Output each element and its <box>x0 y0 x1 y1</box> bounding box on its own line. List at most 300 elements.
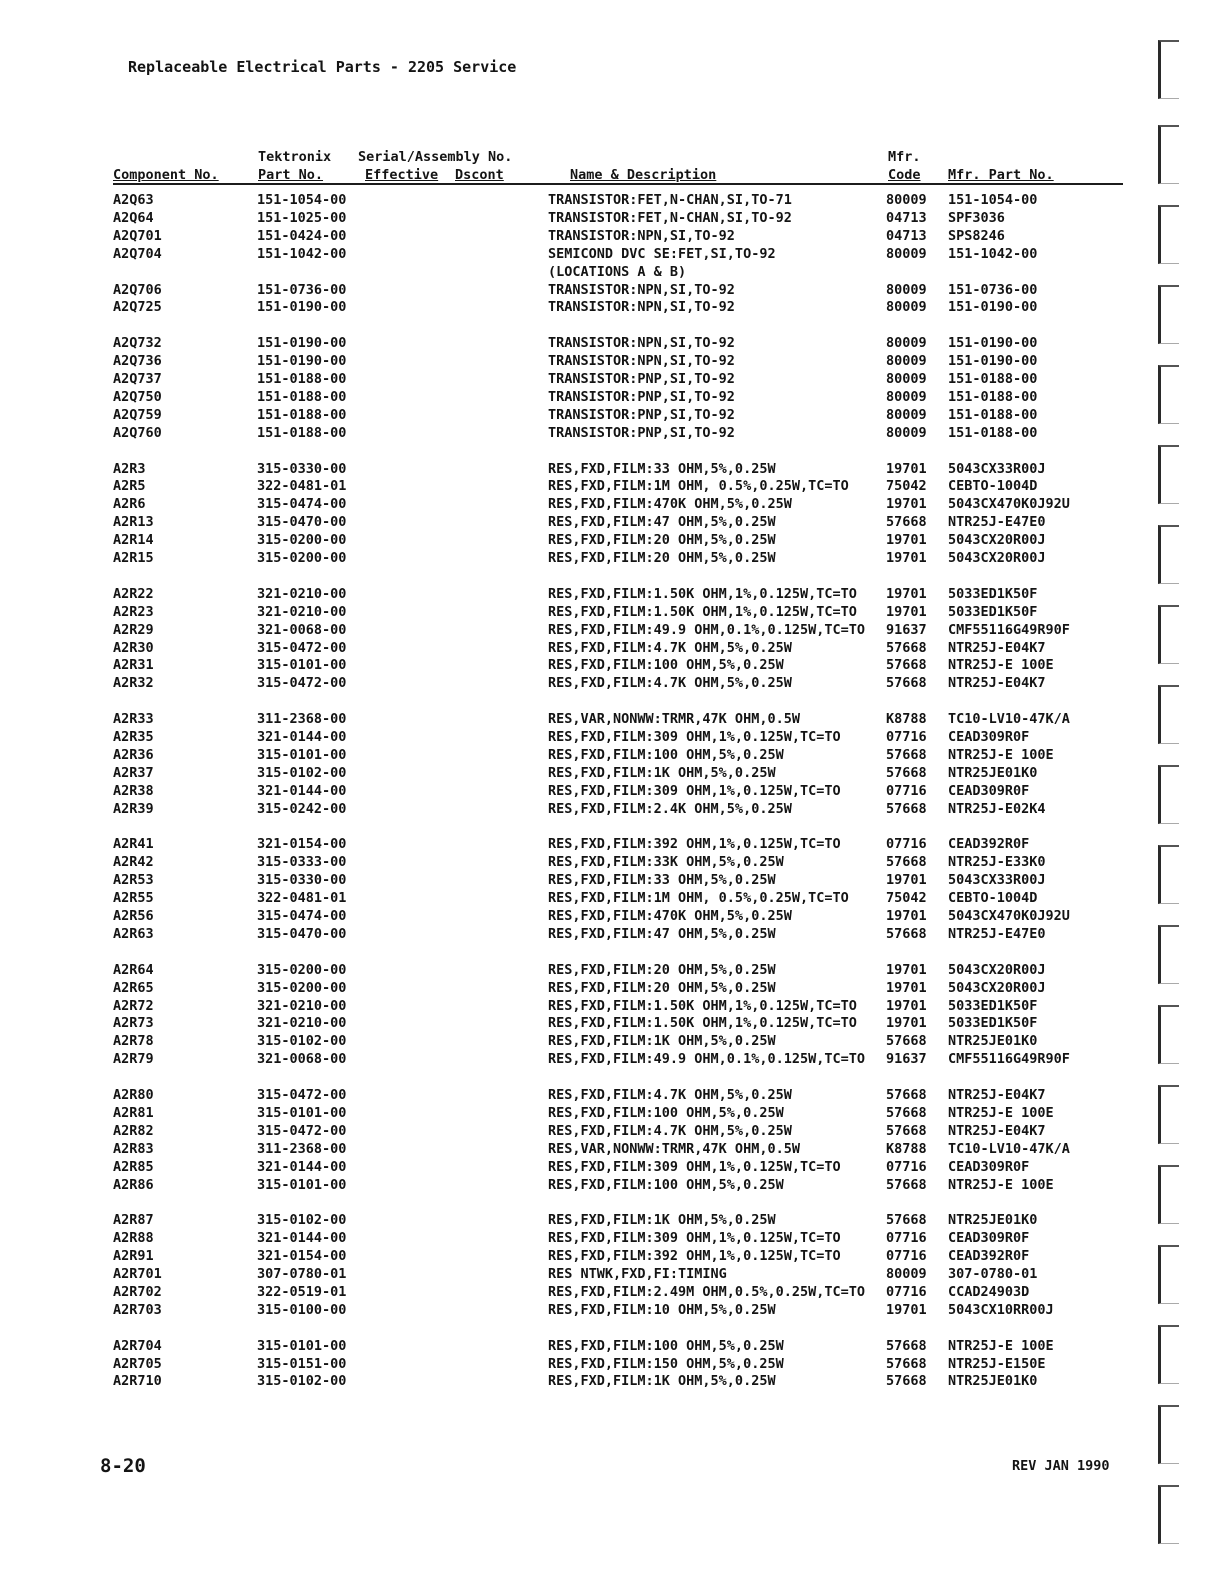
mfr-part-no-cell: 5043CX10RR00J <box>948 1301 1054 1318</box>
mfr-code-cell: 57668 <box>886 746 927 763</box>
component-no-cell: A2R35 <box>113 729 154 745</box>
component-no-cell: A2Q750 <box>113 388 162 405</box>
mfr-code-cell: 04713 <box>886 209 927 226</box>
mfr-part-no-cell: 5043CX20R00J <box>948 979 1046 996</box>
description-cell: RES,FXD,FILM:100 OHM,5%,0.25W <box>548 1337 784 1354</box>
mfr-part-no-cell: NTR25J-E 100E <box>948 1104 1054 1121</box>
mfr-part-no-cell: NTR25JE01K0 <box>948 764 1038 781</box>
description-cell: RES,FXD,FILM:20 OHM,5%,0.25W <box>548 532 776 549</box>
component-no-cell: A2R702 <box>113 1283 162 1300</box>
mfr-code-cell: 57668 <box>886 764 927 781</box>
component-no-cell: A2R15 <box>113 550 154 566</box>
mfr-code-cell: 07716 <box>886 1230 927 1247</box>
part-no-cell: 315-0472-00 <box>257 639 347 656</box>
description-cell: RES,FXD,FILM:33K OHM,5%,0.25W <box>548 854 784 871</box>
description-cell: RES,FXD,FILM:4.7K OHM,5%,0.25W <box>548 639 792 656</box>
mfr-code-cell: 57668 <box>886 1104 927 1121</box>
part-no-cell: 321-0210-00 <box>257 585 347 602</box>
mfr-part-no-cell: 151-0188-00 <box>948 388 1038 405</box>
description-cell: RES,FXD,FILM:10 OHM,5%,0.25W <box>548 1301 776 1318</box>
description-cell: RES,FXD,FILM:100 OHM,5%,0.25W <box>548 657 784 674</box>
component-no-cell: A2Q732 <box>113 335 162 352</box>
mfr-code-cell: K8788 <box>886 1140 927 1157</box>
description-cell: RES,FXD,FILM:47 OHM,5%,0.25W <box>548 925 776 942</box>
mfr-code-cell: 07716 <box>886 782 927 799</box>
binding-mark <box>1158 205 1179 264</box>
component-no-cell: A2R72 <box>113 997 154 1014</box>
mfr-code-cell: 04713 <box>886 227 927 244</box>
part-no-cell: 315-0472-00 <box>257 1087 347 1103</box>
col-mfr: Mfr. <box>888 149 921 165</box>
description-cell: RES,FXD,FILM:1K OHM,5%,0.25W <box>548 1033 776 1050</box>
mfr-code-cell: 80009 <box>886 335 927 352</box>
component-no-cell: A2R23 <box>113 603 154 620</box>
part-no-cell: 322-0481-01 <box>257 478 347 495</box>
mfr-part-no-cell: NTR25J-E150E <box>948 1355 1046 1372</box>
component-no-cell: A2R41 <box>113 836 154 853</box>
component-no-cell: A2R703 <box>113 1301 162 1318</box>
mfr-part-no-cell: CEAD392R0F <box>948 1248 1030 1265</box>
component-no-cell: A2R13 <box>113 514 154 531</box>
mfr-part-no-cell: SPS8246 <box>948 227 1005 244</box>
binding-mark <box>1158 525 1179 584</box>
mfr-part-no-cell: CEBTO-1004D <box>948 478 1038 495</box>
mfr-code-cell: 07716 <box>886 729 927 745</box>
part-no-cell: 315-0200-00 <box>257 979 347 996</box>
part-no-cell: 151-0190-00 <box>257 299 347 316</box>
mfr-part-no-cell: NTR25J-E47E0 <box>948 925 1046 942</box>
mfr-code-cell: 57668 <box>886 800 927 817</box>
part-no-cell: 321-0154-00 <box>257 836 347 853</box>
mfr-code-cell: 80009 <box>886 192 927 208</box>
mfr-code-cell: 80009 <box>886 281 927 298</box>
component-no-cell: A2R80 <box>113 1087 154 1103</box>
mfr-part-no-cell: 307-0780-01 <box>948 1266 1038 1282</box>
part-no-cell: 315-0151-00 <box>257 1355 347 1372</box>
part-no-cell: 321-0068-00 <box>257 621 347 638</box>
description-cell: RES,FXD,FILM:309 OHM,1%,0.125W,TC=TO <box>548 1158 841 1175</box>
part-no-cell: 151-0188-00 <box>257 406 347 423</box>
binding-mark <box>1158 125 1179 184</box>
mfr-code-cell: 57668 <box>886 1176 927 1193</box>
description-cell: RES,FXD,FILM:2.49M OHM,0.5%,0.25W,TC=TO <box>548 1283 865 1300</box>
mfr-part-no-cell: NTR25J-E04K7 <box>948 1087 1046 1103</box>
mfr-code-cell: 19701 <box>886 997 927 1014</box>
part-no-cell: 321-0068-00 <box>257 1051 347 1068</box>
mfr-part-no-cell: 5043CX470K0J92U <box>948 496 1070 513</box>
mfr-part-no-cell: 5033ED1K50F <box>948 585 1038 602</box>
description-cell: TRANSISTOR:NPN,SI,TO-92 <box>548 227 735 244</box>
part-no-cell: 321-0144-00 <box>257 782 347 799</box>
description-cell: RES,FXD,FILM:20 OHM,5%,0.25W <box>548 961 776 978</box>
mfr-part-no-cell: NTR25J-E 100E <box>948 746 1054 763</box>
binding-mark <box>1158 445 1179 504</box>
component-no-cell: A2Q725 <box>113 299 162 316</box>
component-no-cell: A2R63 <box>113 925 154 942</box>
part-no-cell: 315-0101-00 <box>257 1337 347 1354</box>
part-no-cell: 151-0736-00 <box>257 281 347 298</box>
mfr-code-cell: 57668 <box>886 1212 927 1229</box>
mfr-part-no-cell: NTR25JE01K0 <box>948 1373 1038 1390</box>
mfr-code-cell: 80009 <box>886 371 927 387</box>
col-serial-assembly: Serial/Assembly No. <box>358 149 513 165</box>
description-cell-continued: (LOCATIONS A & B) <box>548 263 687 280</box>
binding-mark <box>1158 285 1179 344</box>
description-cell: RES,VAR,NONWW:TRMR,47K OHM,0.5W <box>548 711 800 728</box>
component-no-cell: A2R79 <box>113 1051 154 1068</box>
part-no-cell: 315-0472-00 <box>257 675 347 692</box>
component-no-cell: A2R701 <box>113 1266 162 1282</box>
mfr-code-cell: 57668 <box>886 514 927 531</box>
col-tektronix: Tektronix <box>258 149 332 165</box>
mfr-code-cell: 57668 <box>886 1122 927 1139</box>
description-cell: RES,FXD,FILM:392 OHM,1%,0.125W,TC=TO <box>548 836 841 853</box>
description-cell: TRANSISTOR:FET,N-CHAN,SI,TO-71 <box>548 192 792 208</box>
revision-date: REV JAN 1990 <box>1012 1458 1110 1474</box>
description-cell: RES,FXD,FILM:309 OHM,1%,0.125W,TC=TO <box>548 782 841 799</box>
binding-mark <box>1158 365 1179 424</box>
component-no-cell: A2Q63 <box>113 192 154 208</box>
mfr-part-no-cell: CMF55116G49R90F <box>948 621 1070 638</box>
part-no-cell: 321-0144-00 <box>257 729 347 745</box>
mfr-code-cell: 19701 <box>886 603 927 620</box>
component-no-cell: A2Q701 <box>113 227 162 244</box>
component-no-cell: A2R22 <box>113 585 154 602</box>
page-number: 8-20 <box>100 1455 146 1477</box>
component-no-cell: A2Q760 <box>113 424 162 441</box>
component-no-cell: A2R705 <box>113 1355 162 1372</box>
description-cell: RES,FXD,FILM:49.9 OHM,0.1%,0.125W,TC=TO <box>548 1051 865 1068</box>
mfr-code-cell: 19701 <box>886 550 927 566</box>
mfr-part-no-cell: CMF55116G49R90F <box>948 1051 1070 1068</box>
description-cell: RES,FXD,FILM:100 OHM,5%,0.25W <box>548 1104 784 1121</box>
component-no-cell: A2R55 <box>113 890 154 907</box>
col-name-description: Name & Description <box>570 167 717 183</box>
component-no-cell: A2Q704 <box>113 245 162 262</box>
component-no-cell: A2R64 <box>113 961 154 978</box>
part-no-cell: 315-0102-00 <box>257 1033 347 1050</box>
component-no-cell: A2R31 <box>113 657 154 674</box>
mfr-part-no-cell: NTR25JE01K0 <box>948 1212 1038 1229</box>
mfr-code-cell: 80009 <box>886 424 927 441</box>
part-no-cell: 315-0333-00 <box>257 854 347 871</box>
component-no-cell: A2Q706 <box>113 281 162 298</box>
description-cell: TRANSISTOR:NPN,SI,TO-92 <box>548 281 735 298</box>
mfr-part-no-cell: CEBTO-1004D <box>948 890 1038 907</box>
part-no-cell: 321-0144-00 <box>257 1230 347 1247</box>
description-cell: RES,FXD,FILM:1K OHM,5%,0.25W <box>548 1212 776 1229</box>
mfr-code-cell: 57668 <box>886 1337 927 1354</box>
col-code: Code <box>888 167 921 183</box>
description-cell: RES,FXD,FILM:470K OHM,5%,0.25W <box>548 496 792 513</box>
binding-mark <box>1158 1485 1179 1544</box>
part-no-cell: 311-2368-00 <box>257 1140 347 1157</box>
part-no-cell: 315-0101-00 <box>257 1104 347 1121</box>
component-no-cell: A2R33 <box>113 711 154 728</box>
description-cell: RES,FXD,FILM:20 OHM,5%,0.25W <box>548 550 776 566</box>
description-cell: RES,FXD,FILM:470K OHM,5%,0.25W <box>548 908 792 924</box>
mfr-part-no-cell: 151-0188-00 <box>948 406 1038 423</box>
part-no-cell: 315-0101-00 <box>257 657 347 674</box>
binding-mark <box>1158 1085 1179 1144</box>
mfr-part-no-cell: NTR25J-E02K4 <box>948 800 1046 817</box>
part-no-cell: 315-0242-00 <box>257 800 347 817</box>
mfr-part-no-cell: CEAD309R0F <box>948 1158 1030 1175</box>
part-no-cell: 315-0102-00 <box>257 764 347 781</box>
mfr-code-cell: K8788 <box>886 711 927 728</box>
col-mfr-part-no: Mfr. Part No. <box>948 167 1054 183</box>
description-cell: RES,FXD,FILM:1K OHM,5%,0.25W <box>548 764 776 781</box>
part-no-cell: 315-0470-00 <box>257 514 347 531</box>
description-cell: RES,FXD,FILM:33 OHM,5%,0.25W <box>548 872 776 889</box>
description-cell: RES,FXD,FILM:309 OHM,1%,0.125W,TC=TO <box>548 1230 841 1247</box>
mfr-code-cell: 57668 <box>886 854 927 871</box>
mfr-part-no-cell: 5043CX20R00J <box>948 532 1046 549</box>
mfr-part-no-cell: TC10-LV10-47K/A <box>948 711 1070 728</box>
part-no-cell: 321-0210-00 <box>257 603 347 620</box>
mfr-part-no-cell: 5043CX33R00J <box>948 872 1046 889</box>
component-no-cell: A2R87 <box>113 1212 154 1229</box>
part-no-cell: 321-0210-00 <box>257 997 347 1014</box>
description-cell: RES,FXD,FILM:309 OHM,1%,0.125W,TC=TO <box>548 729 841 745</box>
mfr-part-no-cell: NTR25JE01K0 <box>948 1033 1038 1050</box>
mfr-code-cell: 19701 <box>886 460 927 477</box>
mfr-part-no-cell: NTR25J-E 100E <box>948 1176 1054 1193</box>
mfr-part-no-cell: NTR25J-E 100E <box>948 657 1054 674</box>
description-cell: RES,FXD,FILM:100 OHM,5%,0.25W <box>548 1176 784 1193</box>
part-no-cell: 315-0330-00 <box>257 872 347 889</box>
description-cell: RES,FXD,FILM:1K OHM,5%,0.25W <box>548 1373 776 1390</box>
component-no-cell: A2R56 <box>113 908 154 924</box>
component-no-cell: A2R5 <box>113 478 146 495</box>
mfr-code-cell: 19701 <box>886 1301 927 1318</box>
mfr-part-no-cell: 151-1054-00 <box>948 192 1038 208</box>
mfr-code-cell: 19701 <box>886 872 927 889</box>
binding-mark <box>1158 1325 1179 1384</box>
mfr-part-no-cell: 5033ED1K50F <box>948 997 1038 1014</box>
description-cell: RES NTWK,FXD,FI:TIMING <box>548 1266 727 1282</box>
description-cell: RES,FXD,FILM:4.7K OHM,5%,0.25W <box>548 675 792 692</box>
description-cell: RES,FXD,FILM:4.7K OHM,5%,0.25W <box>548 1087 792 1103</box>
component-no-cell: A2R29 <box>113 621 154 638</box>
mfr-part-no-cell: 5043CX20R00J <box>948 550 1046 566</box>
mfr-code-cell: 80009 <box>886 353 927 370</box>
part-no-cell: 151-1025-00 <box>257 209 347 226</box>
mfr-code-cell: 19701 <box>886 585 927 602</box>
component-no-cell: A2R38 <box>113 782 154 799</box>
part-no-cell: 315-0200-00 <box>257 550 347 566</box>
mfr-code-cell: 07716 <box>886 1283 927 1300</box>
binding-mark <box>1158 1245 1179 1304</box>
mfr-part-no-cell: TC10-LV10-47K/A <box>948 1140 1070 1157</box>
component-no-cell: A2R81 <box>113 1104 154 1121</box>
mfr-part-no-cell: 151-0736-00 <box>948 281 1038 298</box>
description-cell: RES,FXD,FILM:49.9 OHM,0.1%,0.125W,TC=TO <box>548 621 865 638</box>
part-no-cell: 315-0100-00 <box>257 1301 347 1318</box>
mfr-part-no-cell: SPF3036 <box>948 209 1005 226</box>
page-title: Replaceable Electrical Parts - 2205 Service <box>128 58 517 76</box>
description-cell: RES,FXD,FILM:1.50K OHM,1%,0.125W,TC=TO <box>548 585 857 602</box>
description-cell: RES,FXD,FILM:150 OHM,5%,0.25W <box>548 1355 784 1372</box>
mfr-part-no-cell: NTR25J-E 100E <box>948 1337 1054 1354</box>
description-cell: TRANSISTOR:PNP,SI,TO-92 <box>548 406 735 423</box>
part-no-cell: 151-0188-00 <box>257 424 347 441</box>
mfr-code-cell: 57668 <box>886 1087 927 1103</box>
mfr-part-no-cell: 151-0190-00 <box>948 353 1038 370</box>
mfr-part-no-cell: 151-0188-00 <box>948 371 1038 387</box>
mfr-part-no-cell: NTR25J-E04K7 <box>948 1122 1046 1139</box>
part-no-cell: 322-0519-01 <box>257 1283 347 1300</box>
mfr-part-no-cell: 151-0190-00 <box>948 299 1038 316</box>
component-no-cell: A2Q737 <box>113 371 162 387</box>
mfr-code-cell: 57668 <box>886 657 927 674</box>
component-no-cell: A2R39 <box>113 800 154 817</box>
binding-mark <box>1158 685 1179 744</box>
mfr-part-no-cell: CCAD24903D <box>948 1283 1030 1300</box>
component-no-cell: A2R704 <box>113 1337 162 1354</box>
part-no-cell: 321-0154-00 <box>257 1248 347 1265</box>
mfr-part-no-cell: 151-1042-00 <box>948 245 1038 262</box>
mfr-part-no-cell: CEAD309R0F <box>948 729 1030 745</box>
part-no-cell: 151-0188-00 <box>257 371 347 387</box>
description-cell: TRANSISTOR:PNP,SI,TO-92 <box>548 424 735 441</box>
part-no-cell: 311-2368-00 <box>257 711 347 728</box>
mfr-code-cell: 57668 <box>886 1355 927 1372</box>
binding-mark <box>1158 1405 1179 1464</box>
component-no-cell: A2R78 <box>113 1033 154 1050</box>
col-part-no: Part No. <box>258 167 324 183</box>
mfr-code-cell: 19701 <box>886 496 927 513</box>
binding-mark <box>1158 1165 1179 1224</box>
mfr-code-cell: 57668 <box>886 925 927 942</box>
description-cell: RES,FXD,FILM:2.4K OHM,5%,0.25W <box>548 800 792 817</box>
binding-mark <box>1158 765 1179 824</box>
part-no-cell: 151-0424-00 <box>257 227 347 244</box>
component-no-cell: A2R37 <box>113 764 154 781</box>
description-cell: TRANSISTOR:FET,N-CHAN,SI,TO-92 <box>548 209 792 226</box>
part-no-cell: 315-0102-00 <box>257 1212 347 1229</box>
part-no-cell: 315-0472-00 <box>257 1122 347 1139</box>
mfr-part-no-cell: 5043CX33R00J <box>948 460 1046 477</box>
mfr-code-cell: 80009 <box>886 245 927 262</box>
col-dscont: Dscont <box>455 167 504 183</box>
component-no-cell: A2R36 <box>113 746 154 763</box>
component-no-cell: A2R88 <box>113 1230 154 1247</box>
binding-mark <box>1158 845 1179 904</box>
description-cell: RES,FXD,FILM:1.50K OHM,1%,0.125W,TC=TO <box>548 1015 857 1032</box>
mfr-code-cell: 19701 <box>886 532 927 549</box>
mfr-code-cell: 19701 <box>886 1015 927 1032</box>
mfr-part-no-cell: 5043CX20R00J <box>948 961 1046 978</box>
part-no-cell: 315-0474-00 <box>257 496 347 513</box>
mfr-part-no-cell: 5033ED1K50F <box>948 1015 1038 1032</box>
mfr-code-cell: 19701 <box>886 908 927 924</box>
description-cell: RES,FXD,FILM:1M OHM, 0.5%,0.25W,TC=TO <box>548 890 849 907</box>
mfr-code-cell: 75042 <box>886 890 927 907</box>
component-no-cell: A2R91 <box>113 1248 154 1265</box>
part-no-cell: 151-0188-00 <box>257 388 347 405</box>
component-no-cell: A2R6 <box>113 496 146 513</box>
binding-mark <box>1158 1005 1179 1064</box>
mfr-part-no-cell: NTR25J-E04K7 <box>948 639 1046 656</box>
description-cell: RES,FXD,FILM:4.7K OHM,5%,0.25W <box>548 1122 792 1139</box>
mfr-part-no-cell: 151-0188-00 <box>948 424 1038 441</box>
mfr-code-cell: 57668 <box>886 639 927 656</box>
col-component-no: Component No. <box>113 167 219 183</box>
component-no-cell: A2Q759 <box>113 406 162 423</box>
description-cell: TRANSISTOR:PNP,SI,TO-92 <box>548 388 735 405</box>
description-cell: RES,FXD,FILM:100 OHM,5%,0.25W <box>548 746 784 763</box>
mfr-code-cell: 57668 <box>886 1033 927 1050</box>
description-cell: RES,VAR,NONWW:TRMR,47K OHM,0.5W <box>548 1140 800 1157</box>
part-no-cell: 307-0780-01 <box>257 1266 347 1282</box>
mfr-code-cell: 91637 <box>886 621 927 638</box>
part-no-cell: 151-0190-00 <box>257 335 347 352</box>
mfr-part-no-cell: NTR25J-E47E0 <box>948 514 1046 531</box>
description-cell: RES,FXD,FILM:47 OHM,5%,0.25W <box>548 514 776 531</box>
mfr-code-cell: 80009 <box>886 406 927 423</box>
part-no-cell: 315-0102-00 <box>257 1373 347 1390</box>
description-cell: RES,FXD,FILM:1.50K OHM,1%,0.125W,TC=TO <box>548 603 857 620</box>
mfr-part-no-cell: CEAD309R0F <box>948 1230 1030 1247</box>
part-no-cell: 322-0481-01 <box>257 890 347 907</box>
mfr-part-no-cell: 5043CX470K0J92U <box>948 908 1070 924</box>
mfr-code-cell: 57668 <box>886 675 927 692</box>
mfr-code-cell: 19701 <box>886 961 927 978</box>
part-no-cell: 321-0144-00 <box>257 1158 347 1175</box>
description-cell: TRANSISTOR:NPN,SI,TO-92 <box>548 353 735 370</box>
mfr-code-cell: 91637 <box>886 1051 927 1068</box>
mfr-code-cell: 07716 <box>886 836 927 853</box>
part-no-cell: 151-1042-00 <box>257 245 347 262</box>
part-no-cell: 151-1054-00 <box>257 192 347 208</box>
mfr-code-cell: 80009 <box>886 299 927 316</box>
binding-mark <box>1158 605 1179 664</box>
part-no-cell: 315-0200-00 <box>257 532 347 549</box>
mfr-part-no-cell: NTR25J-E33K0 <box>948 854 1046 871</box>
mfr-part-no-cell: 151-0190-00 <box>948 335 1038 352</box>
description-cell: SEMICOND DVC SE:FET,SI,TO-92 <box>548 245 776 262</box>
component-no-cell: A2R65 <box>113 979 154 996</box>
mfr-part-no-cell: CEAD392R0F <box>948 836 1030 853</box>
mfr-code-cell: 80009 <box>886 388 927 405</box>
component-no-cell: A2R82 <box>113 1122 154 1139</box>
description-cell: RES,FXD,FILM:1M OHM, 0.5%,0.25W,TC=TO <box>548 478 849 495</box>
component-no-cell: A2Q736 <box>113 353 162 370</box>
component-no-cell: A2R86 <box>113 1176 154 1193</box>
mfr-part-no-cell: CEAD309R0F <box>948 782 1030 799</box>
part-no-cell: 315-0470-00 <box>257 925 347 942</box>
component-no-cell: A2Q64 <box>113 209 154 226</box>
component-no-cell: A2R85 <box>113 1158 154 1175</box>
part-no-cell: 315-0474-00 <box>257 908 347 924</box>
part-no-cell: 315-0330-00 <box>257 460 347 477</box>
mfr-code-cell: 75042 <box>886 478 927 495</box>
part-no-cell: 151-0190-00 <box>257 353 347 370</box>
description-cell: RES,FXD,FILM:20 OHM,5%,0.25W <box>548 979 776 996</box>
mfr-part-no-cell: 5033ED1K50F <box>948 603 1038 620</box>
part-no-cell: 315-0101-00 <box>257 746 347 763</box>
mfr-code-cell: 07716 <box>886 1248 927 1265</box>
part-no-cell: 315-0200-00 <box>257 961 347 978</box>
description-cell: RES,FXD,FILM:33 OHM,5%,0.25W <box>548 460 776 477</box>
component-no-cell: A2R14 <box>113 532 154 549</box>
part-no-cell: 315-0101-00 <box>257 1176 347 1193</box>
component-no-cell: A2R710 <box>113 1373 162 1390</box>
component-no-cell: A2R73 <box>113 1015 154 1032</box>
description-cell: TRANSISTOR:NPN,SI,TO-92 <box>548 299 735 316</box>
mfr-part-no-cell: NTR25J-E04K7 <box>948 675 1046 692</box>
